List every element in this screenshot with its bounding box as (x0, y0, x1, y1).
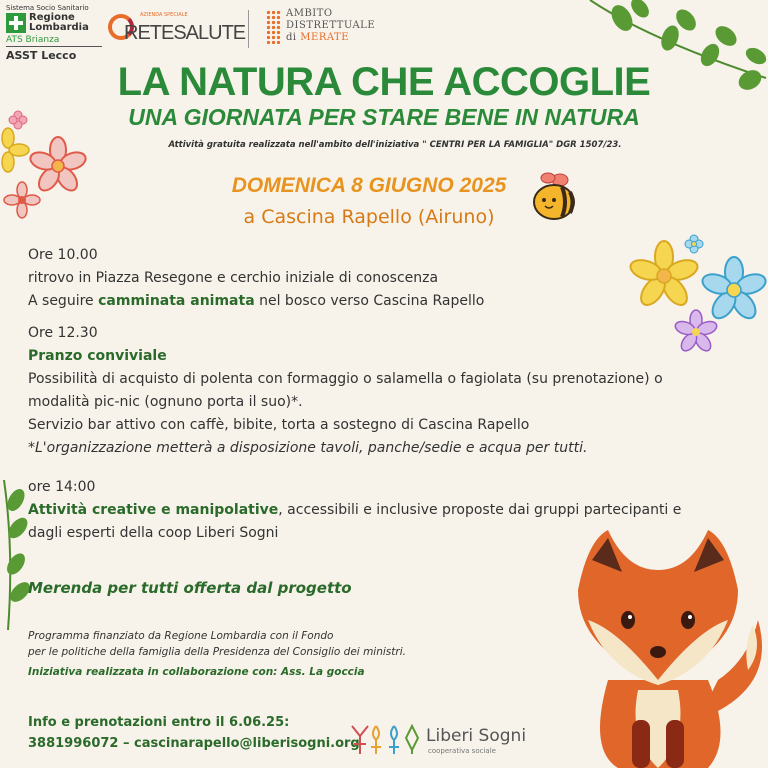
page-subtitle: UNA GIORNATA PER STARE BENE IN NATURA (128, 104, 640, 130)
b2-line-3: Servizio bar attivo con caffè, bibite, torta a sostegno di Cascina Rapello (28, 417, 530, 433)
logo-regione-name-1: Regione (29, 12, 75, 23)
funding-line-1: Programma finanziato da Regione Lombardia con il Fondo (28, 630, 334, 642)
b2-line-2: modalità pic-nic (ognuno porta il suo)*. (28, 394, 303, 410)
event-place: a Cascina Rapello (Airuno) (243, 206, 495, 228)
b2-line-1: Possibilità di acquisto di polenta con formaggio o salamella o fagiolata (su prenotazione) o (28, 371, 663, 387)
ambito-line-1: AMBITO (286, 8, 333, 19)
event-date: DOMENICA 8 GIUGNO 2025 (231, 174, 507, 197)
b1-line-2: A seguire camminata animata nel bosco verso Cascina Rapello (28, 293, 485, 309)
logo-divider (248, 10, 249, 48)
ambito-line-3: di MERATE (286, 32, 349, 43)
bee-icon (526, 170, 578, 224)
logo-asst: ASST Lecco (6, 49, 77, 62)
liberi-sogni-logo (350, 720, 540, 760)
program-block-1230 (28, 322, 728, 460)
program-block-1000 (28, 244, 728, 313)
collaboration-note: Iniziativa realizzata in collaborazione con: Ass. La goccia (28, 666, 365, 678)
fox-illustration-icon (548, 520, 768, 768)
liberi-sogni-figures-icon (350, 722, 424, 756)
liberi-sogni-name: Liberi Sogni (426, 726, 527, 746)
page-title: LA NATURA CHE ACCOGLIE (117, 60, 651, 104)
time-1000: Ore 10.00 (28, 247, 98, 263)
retesalute-tag: AZIENDA SPECIALE (140, 12, 188, 18)
b2-line-4: *L'organizzazione metterà a disposizione tavoli, panche/sedie e acqua per tutti. (28, 440, 588, 456)
initiative-note: Attività gratuita realizzata nell'ambito dell'iniziativa " CENTRI PER LA FAMIGLIA" DGR 1507/23. (168, 140, 622, 150)
logo-ats: ATS Brianza (6, 35, 102, 47)
logo-regione-small: Sistema Socio Sanitario (6, 4, 89, 12)
dot-grid-icon (266, 10, 282, 44)
retesalute-logo (108, 8, 246, 48)
time-1230: Ore 12.30 (28, 325, 98, 341)
b3-line-1: Attività creative e manipolative, accessibili e inclusive proposte dai gruppi partecipanti e (28, 502, 682, 518)
liberi-sogni-sub: cooperativa sociale (428, 747, 496, 755)
retesalute-name: RETESALUTE (124, 22, 246, 44)
ambito-line-2: DISTRETTUALE (286, 20, 376, 31)
b1-line-1: ritrovo in Piazza Resegone e cerchio iniziale di conoscenza (28, 270, 439, 286)
regione-cross-icon (6, 13, 26, 33)
b2-heading: Pranzo conviviale (28, 348, 167, 364)
contact-line-1: Info e prenotazioni entro il 6.06.25: (28, 715, 290, 730)
contact-line-2: 3881996072 – cascinarapello@liberisogni.org (28, 736, 360, 751)
time-1400: ore 14:00 (28, 479, 96, 495)
merenda-note: Merenda per tutti offerta dal progetto (28, 579, 352, 597)
funding-note (28, 628, 406, 660)
regione-lombardia-logo (6, 4, 102, 62)
logo-regione-name-2: Lombardia (29, 22, 89, 33)
funding-line-2: per le politiche della famiglia della Presidenza del Consiglio dei ministri. (28, 646, 406, 658)
b3-line-2: dagli esperti della coop Liberi Sogni (28, 525, 279, 541)
contact-info (28, 712, 360, 754)
